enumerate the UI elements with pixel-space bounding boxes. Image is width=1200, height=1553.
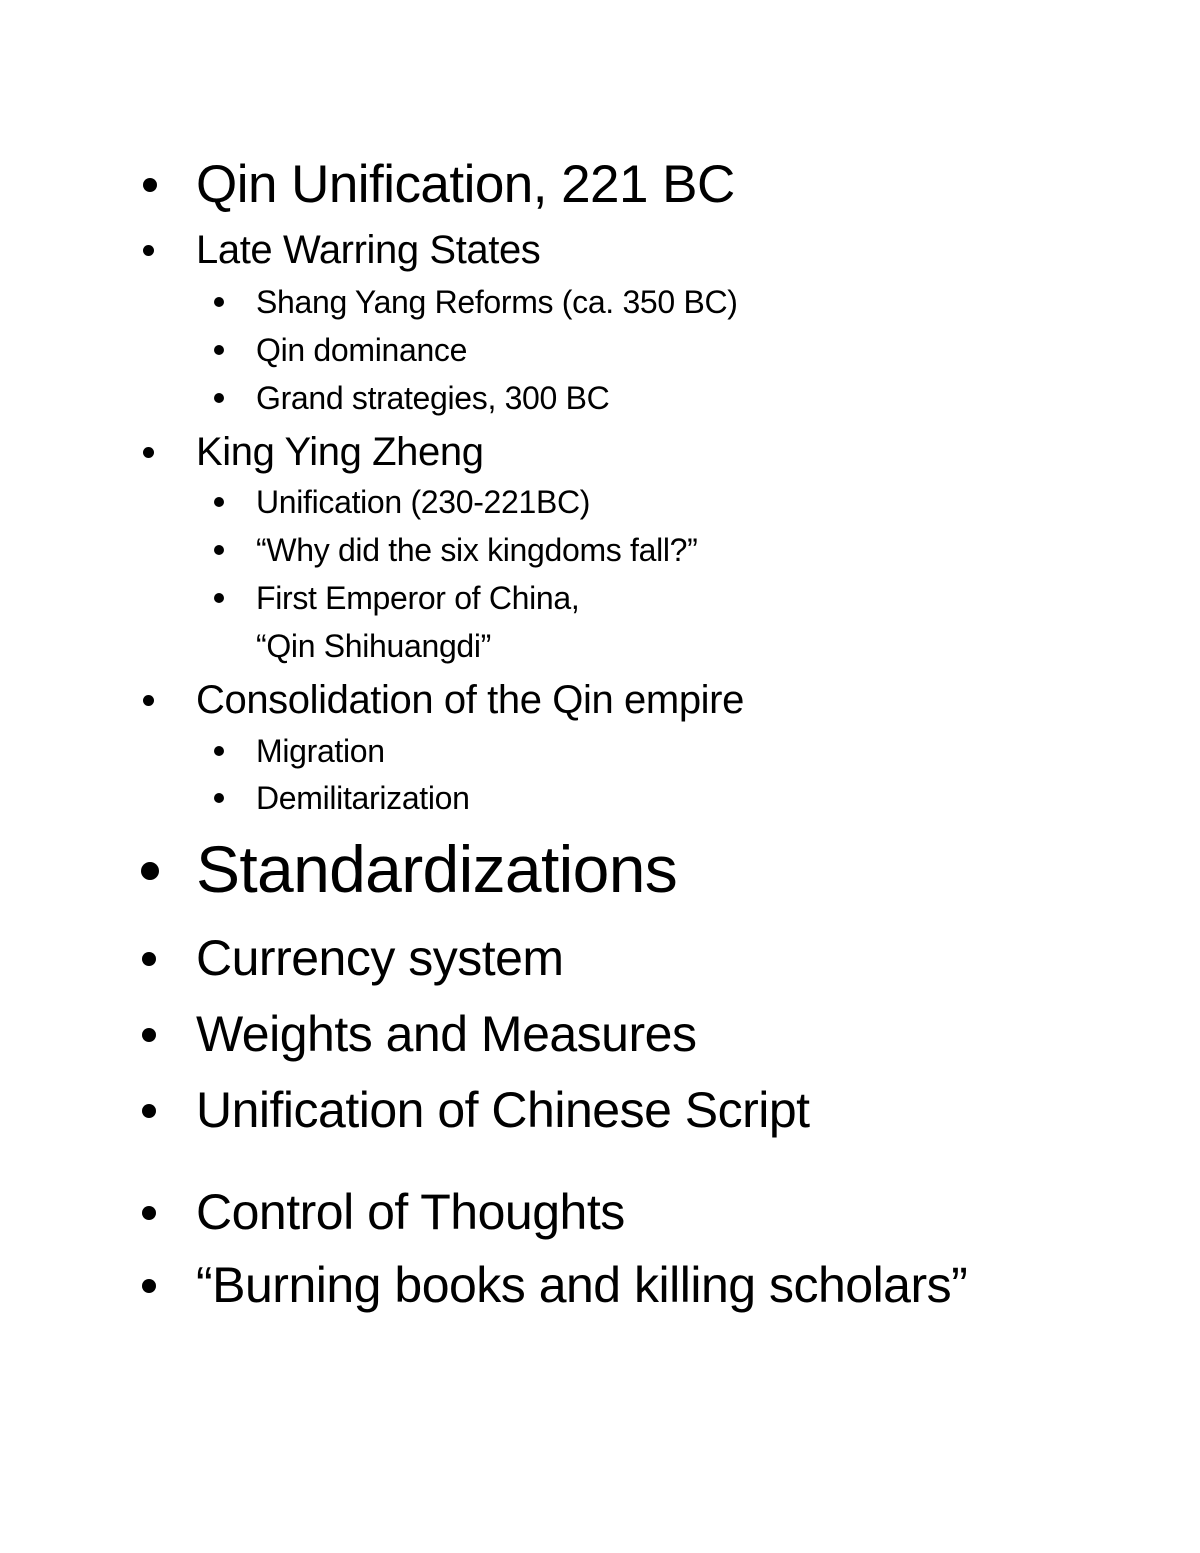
item-text: Unification (230-221BC) xyxy=(256,484,591,520)
item-text: Currency system xyxy=(196,930,564,986)
bullet-dot-icon xyxy=(214,393,224,403)
item-text: King Ying Zheng xyxy=(196,430,484,474)
bullet-dot-icon xyxy=(142,1279,156,1293)
item-text: “Why did the six kingdoms fall?” xyxy=(256,532,698,568)
bullet-dot-icon xyxy=(214,345,224,355)
bullet-dot-icon xyxy=(214,793,224,803)
item-text: Qin Unification, 221 BC xyxy=(196,155,735,214)
bullet-dot-icon xyxy=(143,245,154,256)
bullet-dot-icon xyxy=(142,1206,156,1220)
bullet-dot-icon xyxy=(142,952,156,966)
bullet-dot-icon xyxy=(214,497,224,507)
item-text: Grand strategies, 300 BC xyxy=(256,380,610,416)
item-text: Unification of Chinese Script xyxy=(196,1082,810,1138)
bullet-dot-icon xyxy=(214,593,224,603)
item-text: Control of Thoughts xyxy=(196,1184,625,1240)
bullet-dot-icon xyxy=(214,297,224,307)
item-text: “Qin Shihuangdi” xyxy=(256,628,492,664)
item-text: Standardizations xyxy=(196,832,678,906)
bullet-dot-icon xyxy=(214,746,224,756)
item-text: Late Warring States xyxy=(196,228,541,272)
item-text: Demilitarization xyxy=(256,780,470,816)
item-text: Weights and Measures xyxy=(196,1006,697,1062)
item-text: Consolidation of the Qin empire xyxy=(196,678,744,722)
bullet-dot-icon xyxy=(142,1028,156,1042)
item-text: First Emperor of China, xyxy=(256,580,580,616)
bullet-dot-icon xyxy=(143,695,154,706)
item-text: Shang Yang Reforms (ca. 350 BC) xyxy=(256,284,738,320)
bullet-dot-icon xyxy=(142,1104,156,1118)
bullet-dot-icon xyxy=(143,447,154,458)
bullet-dot-icon xyxy=(214,545,224,555)
item-text: Qin dominance xyxy=(256,332,468,368)
bullet-dot-icon xyxy=(143,178,157,192)
item-text: “Burning books and killing scholars” xyxy=(196,1257,968,1313)
bullet-dot-icon xyxy=(141,862,159,880)
item-text: Migration xyxy=(256,733,385,769)
